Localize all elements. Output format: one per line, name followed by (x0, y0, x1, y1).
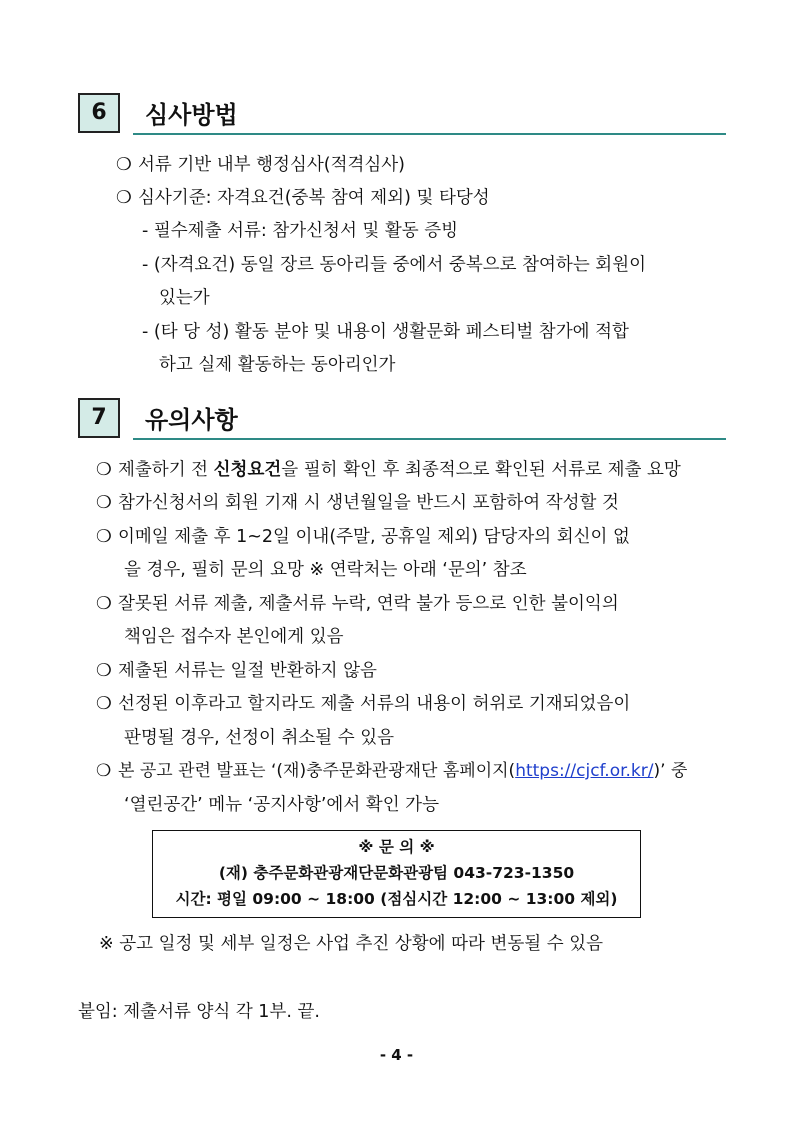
circle-bullet-icon: ❍ (116, 188, 132, 208)
contact-title: ※ 문 의 ※ (358, 838, 435, 856)
section-7-header (78, 398, 726, 450)
homepage-link[interactable]: https://cjcf.or.kr/ (515, 761, 654, 781)
list-item-continued: 을 경우, 필히 문의 요망 ※ 연락처는 아래 ‘문의’ 참조 (124, 560, 527, 580)
page-number: - 4 - (379, 1046, 414, 1064)
sub-item: - 필수제출 서류: 참가신청서 및 활동 증빙 (142, 221, 459, 241)
sub-item: - (자격요건) 동일 장르 동아리들 중에서 중복으로 참여하는 회원이 (142, 255, 646, 275)
list-item-continued: 책임은 접수자 본인에게 있음 (124, 627, 344, 647)
section-title: 심사방법 (145, 101, 238, 129)
circle-bullet-icon: ❍ (96, 527, 112, 547)
section-number: 6 (78, 93, 120, 133)
contact-box (152, 830, 641, 918)
circle-bullet-icon: ❍ (96, 694, 112, 714)
sub-item-continued: 있는가 (159, 288, 210, 308)
list-item: ❍ 서류 기반 내부 행정심사(적격심사) (116, 155, 406, 175)
circle-bullet-icon: ❍ (96, 460, 112, 480)
sub-item-continued: 하고 실제 활동하는 동아리인가 (159, 355, 396, 375)
attachment-note: 붙임: 제출서류 양식 각 1부. 끝. (78, 1002, 320, 1022)
circle-bullet-icon: ❍ (96, 493, 112, 513)
sub-item: - (타 당 성) 활동 분야 및 내용이 생활문화 페스티벌 참가에 적합 (142, 322, 629, 342)
list-item: ❍ 잘못된 서류 제출, 제출서류 누락, 연락 불가 등으로 인한 불이익의 (96, 594, 619, 614)
circle-bullet-icon: ❍ (116, 155, 132, 175)
schedule-note: ※ 공고 일정 및 세부 일정은 사업 추진 상황에 따라 변동될 수 있음 (99, 934, 604, 954)
contact-hours: 시간: 평일 09:00 ~ 18:00 (점심시간 12:00 ~ 13:00 제외) (175, 890, 618, 908)
emphasis: 신청요건 (213, 460, 282, 480)
list-item: ❍ 제출하기 전 신청요건을 필히 확인 후 최종적으로 확인된 서류로 제출 요망 (96, 460, 681, 480)
section-number: 7 (78, 398, 120, 438)
section-divider (133, 438, 726, 440)
circle-bullet-icon: ❍ (96, 761, 112, 781)
section-title: 유의사항 (145, 406, 238, 434)
circle-bullet-icon: ❍ (96, 661, 112, 681)
contact-org: (재) 충주문화관광재단문화관광팀 043-723-1350 (218, 864, 575, 882)
list-item: ❍ 제출된 서류는 일절 반환하지 않음 (96, 661, 377, 681)
list-item: ❍ 이메일 제출 후 1~2일 이내(주말, 공휴일 제외) 담당자의 회신이 없 (96, 527, 630, 547)
list-item: ❍ 선정된 이후라고 할지라도 제출 서류의 내용이 허위로 기재되었음이 (96, 694, 631, 714)
list-item-continued: ‘열린공간’ 메뉴 ‘공지사항’에서 확인 가능 (124, 795, 439, 815)
section-divider (133, 133, 726, 135)
list-item: ❍ 심사기준: 자격요건(중복 참여 제외) 및 타당성 (116, 188, 490, 208)
circle-bullet-icon: ❍ (96, 594, 112, 614)
list-item-continued: 판명될 경우, 선정이 취소될 수 있음 (124, 728, 395, 748)
list-item: ❍ 본 공고 관련 발표는 ‘(재)충주문화관광재단 홈페이지(https://cjcf.or.kr/)’ 중 (96, 761, 688, 781)
list-item: ❍ 참가신청서의 회원 기재 시 생년월일을 반드시 포함하여 작성할 것 (96, 493, 619, 513)
section-6-header (78, 93, 726, 145)
